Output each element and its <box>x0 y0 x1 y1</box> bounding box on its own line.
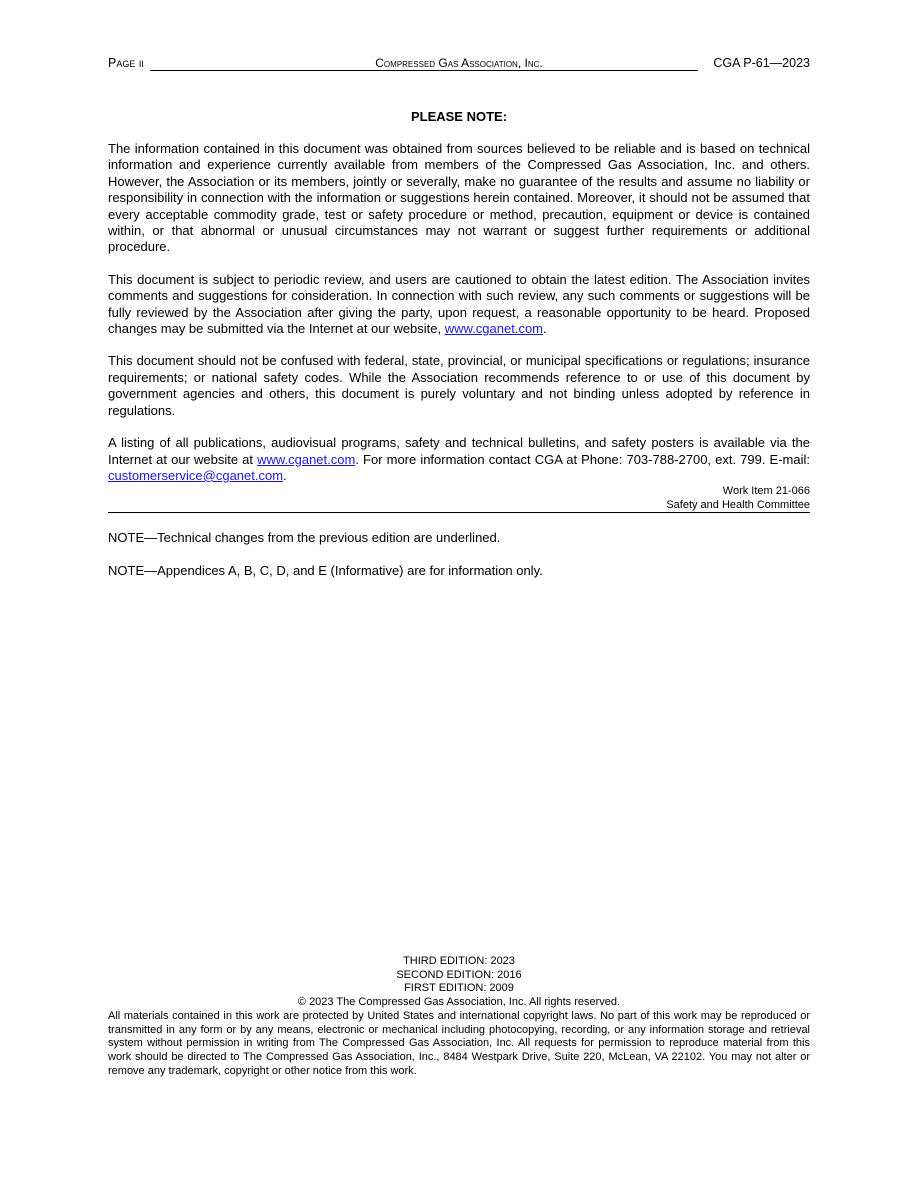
appendices-note: NOTE—Appendices A, B, C, D, and E (Informative) are for information only. <box>108 563 543 579</box>
publications-paragraph-end: . <box>283 467 287 483</box>
disclaimer-paragraph: The information contained in this document was obtained from sources believed to be reliable and is based on technical information and experience currently available from members of the Compressed Gas Association, Inc. and others. However, the Association or its members, jointly or severally, make no guarantee of the results and assume no liability or responsibility in connection with the information or suggestions herein contained. Moreover, it should not be assumed that every acceptable commodity grade, test or safety procedure or method, precaution, equipment or device is contained within, or that abnormal or unusual circumstances may not warrant or suggest further requirements or additional procedure. <box>108 141 810 255</box>
email-link[interactable]: customerservice@cganet.com <box>108 467 284 483</box>
header-organization: Compressed Gas Association, Inc. <box>375 56 543 70</box>
first-edition: FIRST EDITION: 2009 <box>404 982 514 995</box>
website-link[interactable]: www.cganet.com <box>444 321 544 337</box>
website-link-2[interactable]: www.cganet.com <box>257 451 356 467</box>
regulations-paragraph: This document should not be confused with federal, state, provincial, or municipal specifications or regulations; insurance requirements; or national safety codes. While the Association recommends reference to or use of this document by government agencies and others, this document is purely voluntary and not binding unless adopted by reference in regulations. <box>108 353 810 418</box>
please-note-heading: PLEASE NOTE: <box>410 109 508 124</box>
committee-name: Safety and Health Committee <box>108 499 810 514</box>
publications-paragraph-text: A listing of all publications, audiovisual programs, safety and technical bulletins, and safety posters is available via the Internet at our website at <box>108 435 810 467</box>
third-edition: THIRD EDITION: 2023 <box>403 955 515 967</box>
header-doc-id: CGA P-61—2023 <box>713 56 810 70</box>
running-header <box>108 54 810 72</box>
copyright-line: © 2023 The Compressed Gas Association, Inc. All rights reserved. <box>297 996 621 1009</box>
edition-footer <box>108 955 810 1078</box>
review-paragraph-text: This document is subject to periodic review, and users are cautioned to obtain the latest edition. The Association invites comments and suggestions for consideration. In connection with such review, any such comments or suggestions will be fully reviewed by the Association after giving the party, upon request, a reasonable opportunity to be heard. Proposed changes may be submitted via the Internet at our website, <box>108 271 810 337</box>
work-item-id: Work Item 21-066 <box>722 485 810 498</box>
document-page <box>108 54 810 579</box>
review-paragraph-end: . <box>543 321 547 337</box>
technical-changes-note: NOTE—Technical changes from the previous edition are underlined. <box>108 530 501 546</box>
review-paragraph <box>108 272 810 338</box>
publications-paragraph-mid: . For more information contact CGA at Phone: 703-788-2700, ext. 799. E-mail: <box>355 451 810 467</box>
second-edition: SECOND EDITION: 2016 <box>396 968 522 981</box>
copyright-legal-notice: All materials contained in this work are protected by United States and international copyright laws. No part of this work may be reproduced or transmitted in any form or by any means, electronic or mechanical including photocopying, recording, or any information storage and retrieval system without permission in writing from The Compressed Gas Association, Inc. All requests for permission to reproduce material from this work should be directed to The Compressed Gas Association, Inc., 8484 Westpark Drive, Suite 220, McLean, VA 22102. You may not alter or remove any trademark, copyright or other notice from this work. <box>108 1009 810 1077</box>
publications-paragraph <box>108 435 810 484</box>
header-page-label: Page ii <box>108 56 144 70</box>
